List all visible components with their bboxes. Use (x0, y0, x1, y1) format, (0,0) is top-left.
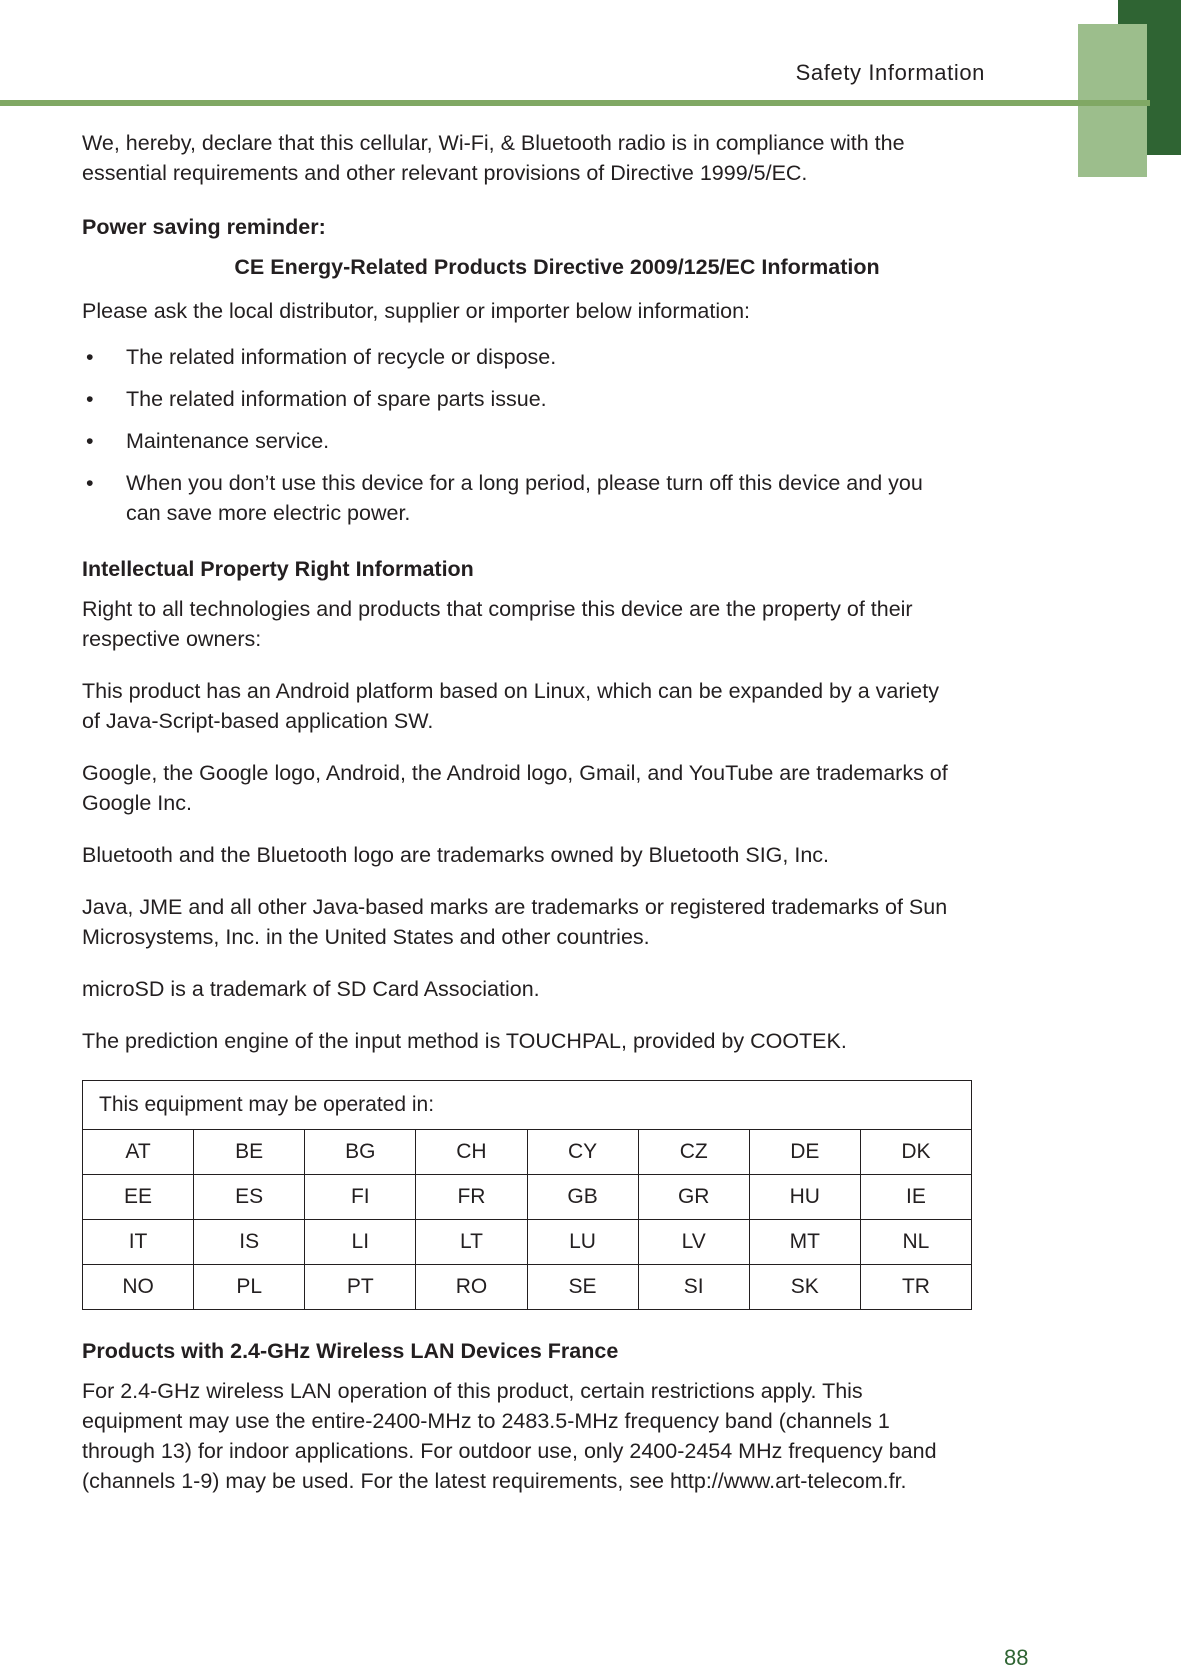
page-header-title: Safety Information (795, 60, 985, 85)
table-cell: CH (416, 1130, 527, 1175)
table-cell: IE (860, 1175, 971, 1220)
country-codes-table (82, 1080, 972, 1310)
table-cell: IT (83, 1220, 194, 1265)
bullet-icon: • (86, 471, 94, 495)
ipr-paragraph-bluetooth: Bluetooth and the Bluetooth logo are trademarks owned by Bluetooth SIG, Inc. (82, 843, 829, 867)
table-cell: IS (194, 1220, 305, 1265)
table-cell: NO (83, 1265, 194, 1310)
table-cell: AT (83, 1130, 194, 1175)
page-number: 88 (1004, 1645, 1029, 1670)
table-cell: TR (860, 1265, 971, 1310)
table-cell: EE (83, 1175, 194, 1220)
table-cell: CZ (638, 1130, 749, 1175)
table-row (83, 1220, 972, 1265)
table-cell: BE (194, 1130, 305, 1175)
table-cell: HU (749, 1175, 860, 1220)
table-cell: RO (416, 1265, 527, 1310)
table-row (83, 1265, 972, 1310)
table-cell: DE (749, 1130, 860, 1175)
table-cell: MT (749, 1220, 860, 1265)
bullet-icon: • (86, 345, 94, 369)
ce-directive-heading: CE Energy-Related Products Directive 2009/125/EC Information (234, 255, 880, 279)
table-cell: PL (194, 1265, 305, 1310)
france-wireless-paragraph: For 2.4-GHz wireless LAN operation of this product, certain restrictions apply. This equipment may use the entire-2400-MHz to 2483.5-MHz frequency band (channels 1 through 13) for indoor applications. For outdoor use, only 2400-2454 MHz frequency band (channels 1-9) may be used. For the latest requirements, see http://www.art-telecom.fr. (82, 1379, 937, 1493)
table-cell: CY (527, 1130, 638, 1175)
list-item-label: When you don’t use this device for a long period, please turn off this device and you can save more electric power. (126, 471, 923, 525)
ipr-paragraph-google: Google, the Google logo, Android, the Android logo, Gmail, and YouTube are trademarks of Google Inc. (82, 761, 948, 815)
table-cell: LT (416, 1220, 527, 1265)
list-item-label: Maintenance service. (126, 429, 330, 453)
table-caption-cell: This equipment may be operated in: (83, 1081, 972, 1130)
list-item (82, 468, 954, 528)
table-cell: NL (860, 1220, 971, 1265)
table-cell: GB (527, 1175, 638, 1220)
table-cell: SE (527, 1265, 638, 1310)
list-item-label: The related information of recycle or dispose. (126, 345, 557, 369)
table-cell: ES (194, 1175, 305, 1220)
table-cell: PT (305, 1265, 416, 1310)
table-cell: SI (638, 1265, 749, 1310)
list-item (82, 426, 954, 456)
table-cell: FI (305, 1175, 416, 1220)
power-saving-heading: Power saving reminder: (82, 215, 326, 239)
table-cell: GR (638, 1175, 749, 1220)
ipr-paragraph-java: Java, JME and all other Java-based marks are trademarks or registered trademarks of Sun Microsystems, Inc. in the United States and other countries. (82, 895, 948, 949)
bullet-icon: • (86, 387, 94, 411)
table-cell: SK (749, 1265, 860, 1310)
table-cell: FR (416, 1175, 527, 1220)
header-divider-rule (0, 100, 1150, 106)
intro-paragraph: We, hereby, declare that this cellular, Wi-Fi, & Bluetooth radio is in compliance with the essential requirements and other relevant provisions of Directive 1999/5/EC. (82, 131, 905, 185)
ipr-paragraph-android: This product has an Android platform based on Linux, which can be expanded by a variety of Java-Script-based application SW. (82, 679, 939, 733)
table-row (83, 1130, 972, 1175)
table-cell: LV (638, 1220, 749, 1265)
list-item-label: The related information of spare parts issue. (126, 387, 547, 411)
table-cell: BG (305, 1130, 416, 1175)
table-cell: DK (860, 1130, 971, 1175)
ask-distributor-paragraph: Please ask the local distributor, supplier or importer below information: (82, 299, 751, 323)
table-row-caption (83, 1081, 972, 1130)
ipr-paragraph-microsd: microSD is a trademark of SD Card Association. (82, 977, 540, 1001)
table-row (83, 1175, 972, 1220)
document-content (82, 128, 954, 1518)
table-cell: LU (527, 1220, 638, 1265)
bullet-icon: • (86, 429, 94, 453)
ipr-heading: Intellectual Property Right Information (82, 557, 474, 581)
france-wireless-heading: Products with 2.4-GHz Wireless LAN Devices France (82, 1339, 619, 1363)
table-cell: LI (305, 1220, 416, 1265)
list-item (82, 342, 954, 372)
ipr-paragraph-touchpal: The prediction engine of the input method is TOUCHPAL, provided by COOTEK. (82, 1029, 847, 1053)
power-saving-bullet-list (82, 342, 954, 528)
list-item (82, 384, 954, 414)
ipr-paragraph-ownership: Right to all technologies and products that comprise this device are the property of their respective owners: (82, 597, 913, 651)
